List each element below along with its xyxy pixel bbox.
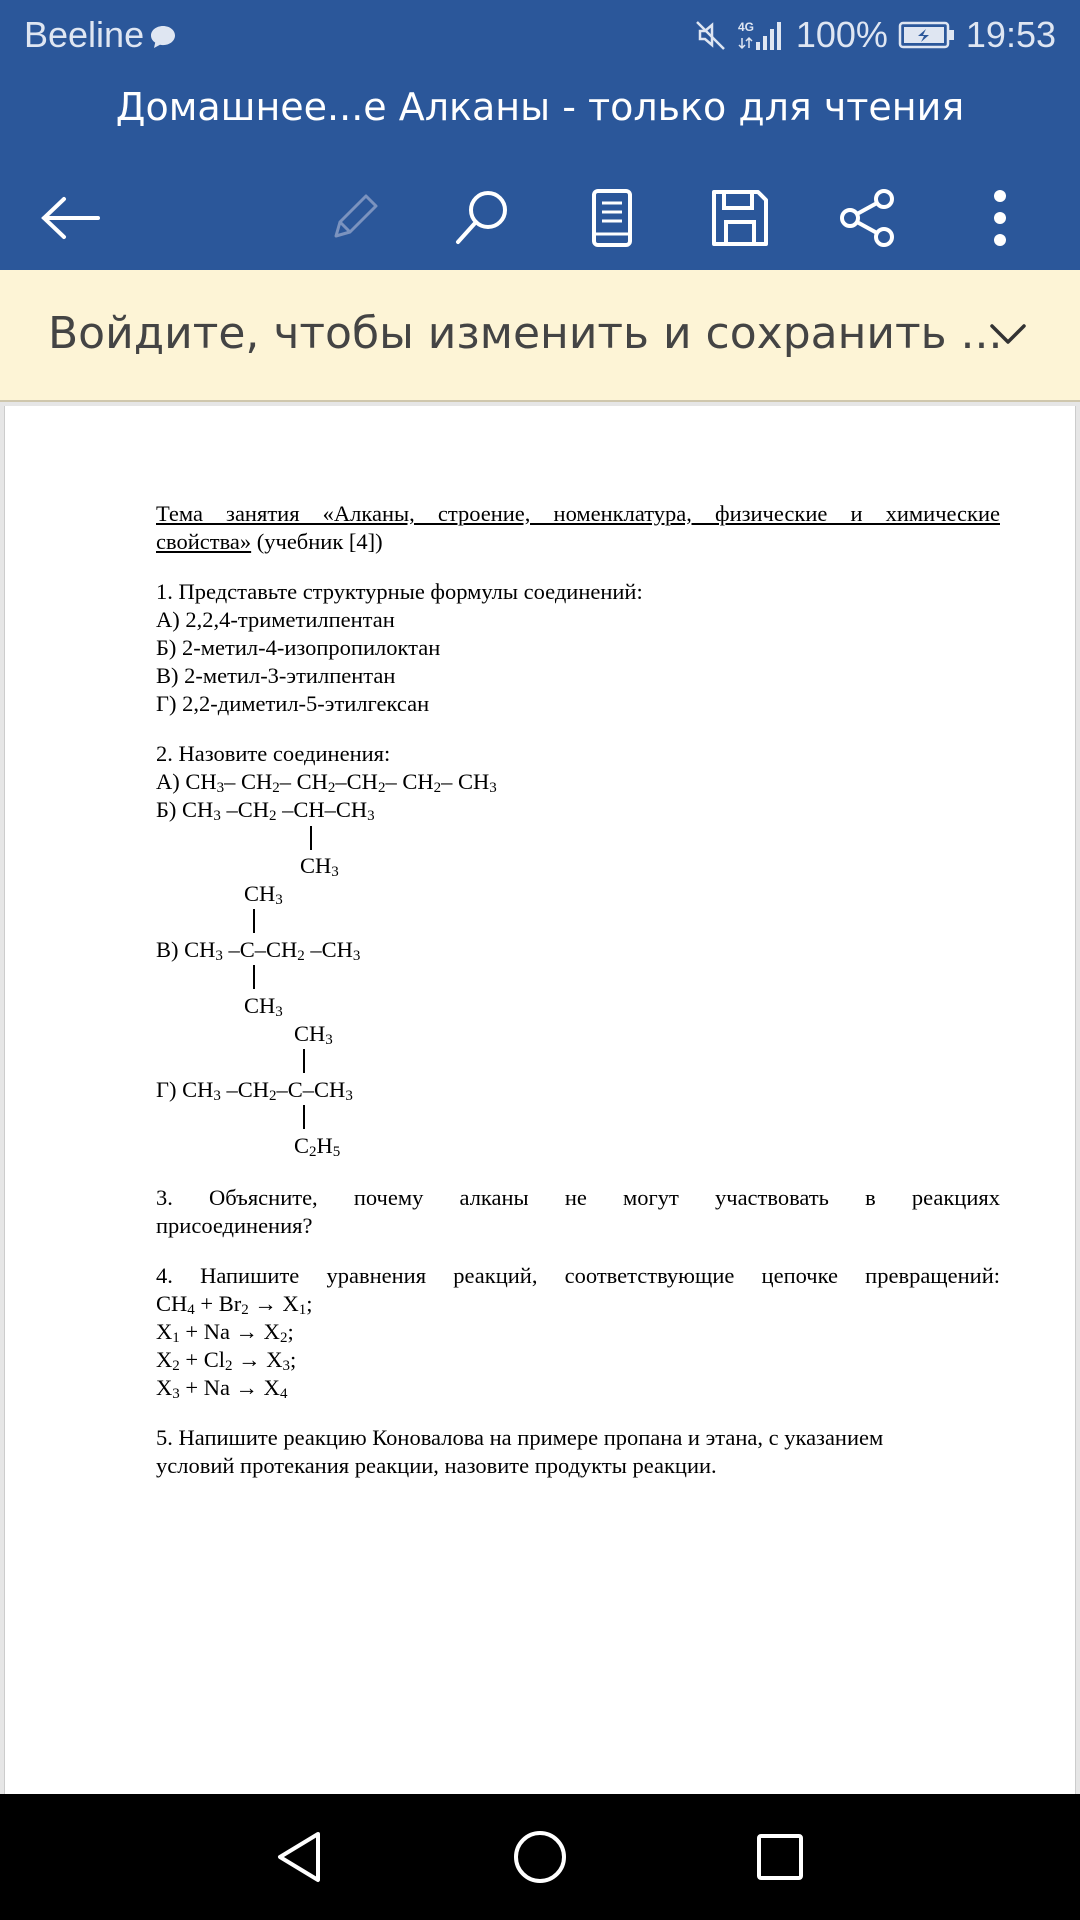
document-content [156,500,1000,1480]
signin-banner[interactable] [0,270,1080,402]
search-icon [450,186,514,250]
share-button[interactable] [828,178,908,258]
signin-text: Войдите, чтобы изменить и сохранить ... [48,308,1003,359]
q1-item: В) 2-метил-3-этилпентан [156,663,396,688]
share-icon [838,188,898,248]
battery-percent: 100% [795,14,888,55]
edit-button[interactable] [314,178,394,258]
q1-title: 1. Представьте структурные формулы соединений: [156,579,643,604]
topic-line-2: свойства» (учебник [4]) [156,529,383,554]
q3-line-2: присоединения? [156,1213,313,1238]
q4-eq-1: $CH_4 + Br_2 \to X_1$; [156,1291,313,1318]
battery-charging-icon [898,20,956,50]
q2-formula-a: А) $CH_3-$ $CH_2-$ $CH_2-CH_2-$ $CH_2-$ $CH_3$ [156,769,497,796]
more-options-button[interactable] [960,178,1040,258]
edit-pencil-icon [324,188,384,248]
save-icon [710,188,770,248]
q4-eq-2: $X_1 + Na \to X_2$; [156,1319,294,1346]
reading-view-icon [590,188,634,248]
topic-line-1: Тема занятия «Алканы, строение, номенклатура, физические и химические [156,501,1000,526]
status-bar [0,0,1080,78]
back-arrow-icon [40,196,100,240]
mute-icon [694,18,728,52]
q5-line-1: 5. Напишите реакцию Коновалова на примере пропана и этана, с указанием [156,1425,884,1450]
back-button[interactable] [30,178,110,258]
q1-item: А) 2,2,4-триметилпентан [156,607,395,632]
q2-formula-g: $CH_3$ Г) $CH_3$ $-CH_2-C-CH_3$ $C_2H_5$ [156,1021,353,1160]
home-circle-icon [512,1829,568,1885]
q3-line-1: 3. Объясните, почему алканы не могут участвовать в реакциях [156,1185,1000,1210]
nav-recents-button[interactable] [747,1824,813,1890]
recents-square-icon [755,1832,805,1882]
svg-text:4G: 4G [737,20,754,34]
document-title: Домашнее...е Алканы - только для чтения [0,78,1080,156]
clock: 19:53 [965,14,1056,55]
nav-home-button[interactable] [507,1824,573,1890]
more-options-icon [992,188,1008,248]
navigation-bar [0,1794,1080,1920]
signal-icon [738,18,786,52]
toolbar [0,156,1080,270]
q1-item: Б) 2-метил-4-изопропилоктан [156,635,441,660]
chat-bubble-icon [149,24,177,54]
carrier-name: Beeline [24,14,145,55]
q4-eq-4: $X_3 + Na \to X_4$ [156,1375,288,1402]
save-button[interactable] [700,178,780,258]
q2-formula-v: $CH_3$ В) $CH_3$ $-C-CH_2$ $-CH_3$ $CH_3$ [156,881,361,1020]
search-button[interactable] [442,178,522,258]
q2-formula-b: Б) $CH_3$ $-CH_2$ $-CH-CH_3$ $CH_3$ [156,797,375,880]
back-triangle-icon [274,1830,324,1884]
q2-title: 2. Назовите соединения: [156,741,391,766]
q1-item: Г) 2,2-диметил-5-этилгексан [156,691,430,716]
chevron-down-icon[interactable] [988,314,1028,358]
reading-view-button[interactable] [572,178,652,258]
q4-eq-3: $X_2 + Cl_2 \to X_3$; [156,1347,297,1374]
q4-line-1: 4. Напишите уравнения реакций, соответствующие цепочке превращений: [156,1263,1000,1288]
nav-back-button[interactable] [266,1824,332,1890]
q5-line-2: условий протекания реакции, назовите продукты реакции. [156,1453,717,1478]
